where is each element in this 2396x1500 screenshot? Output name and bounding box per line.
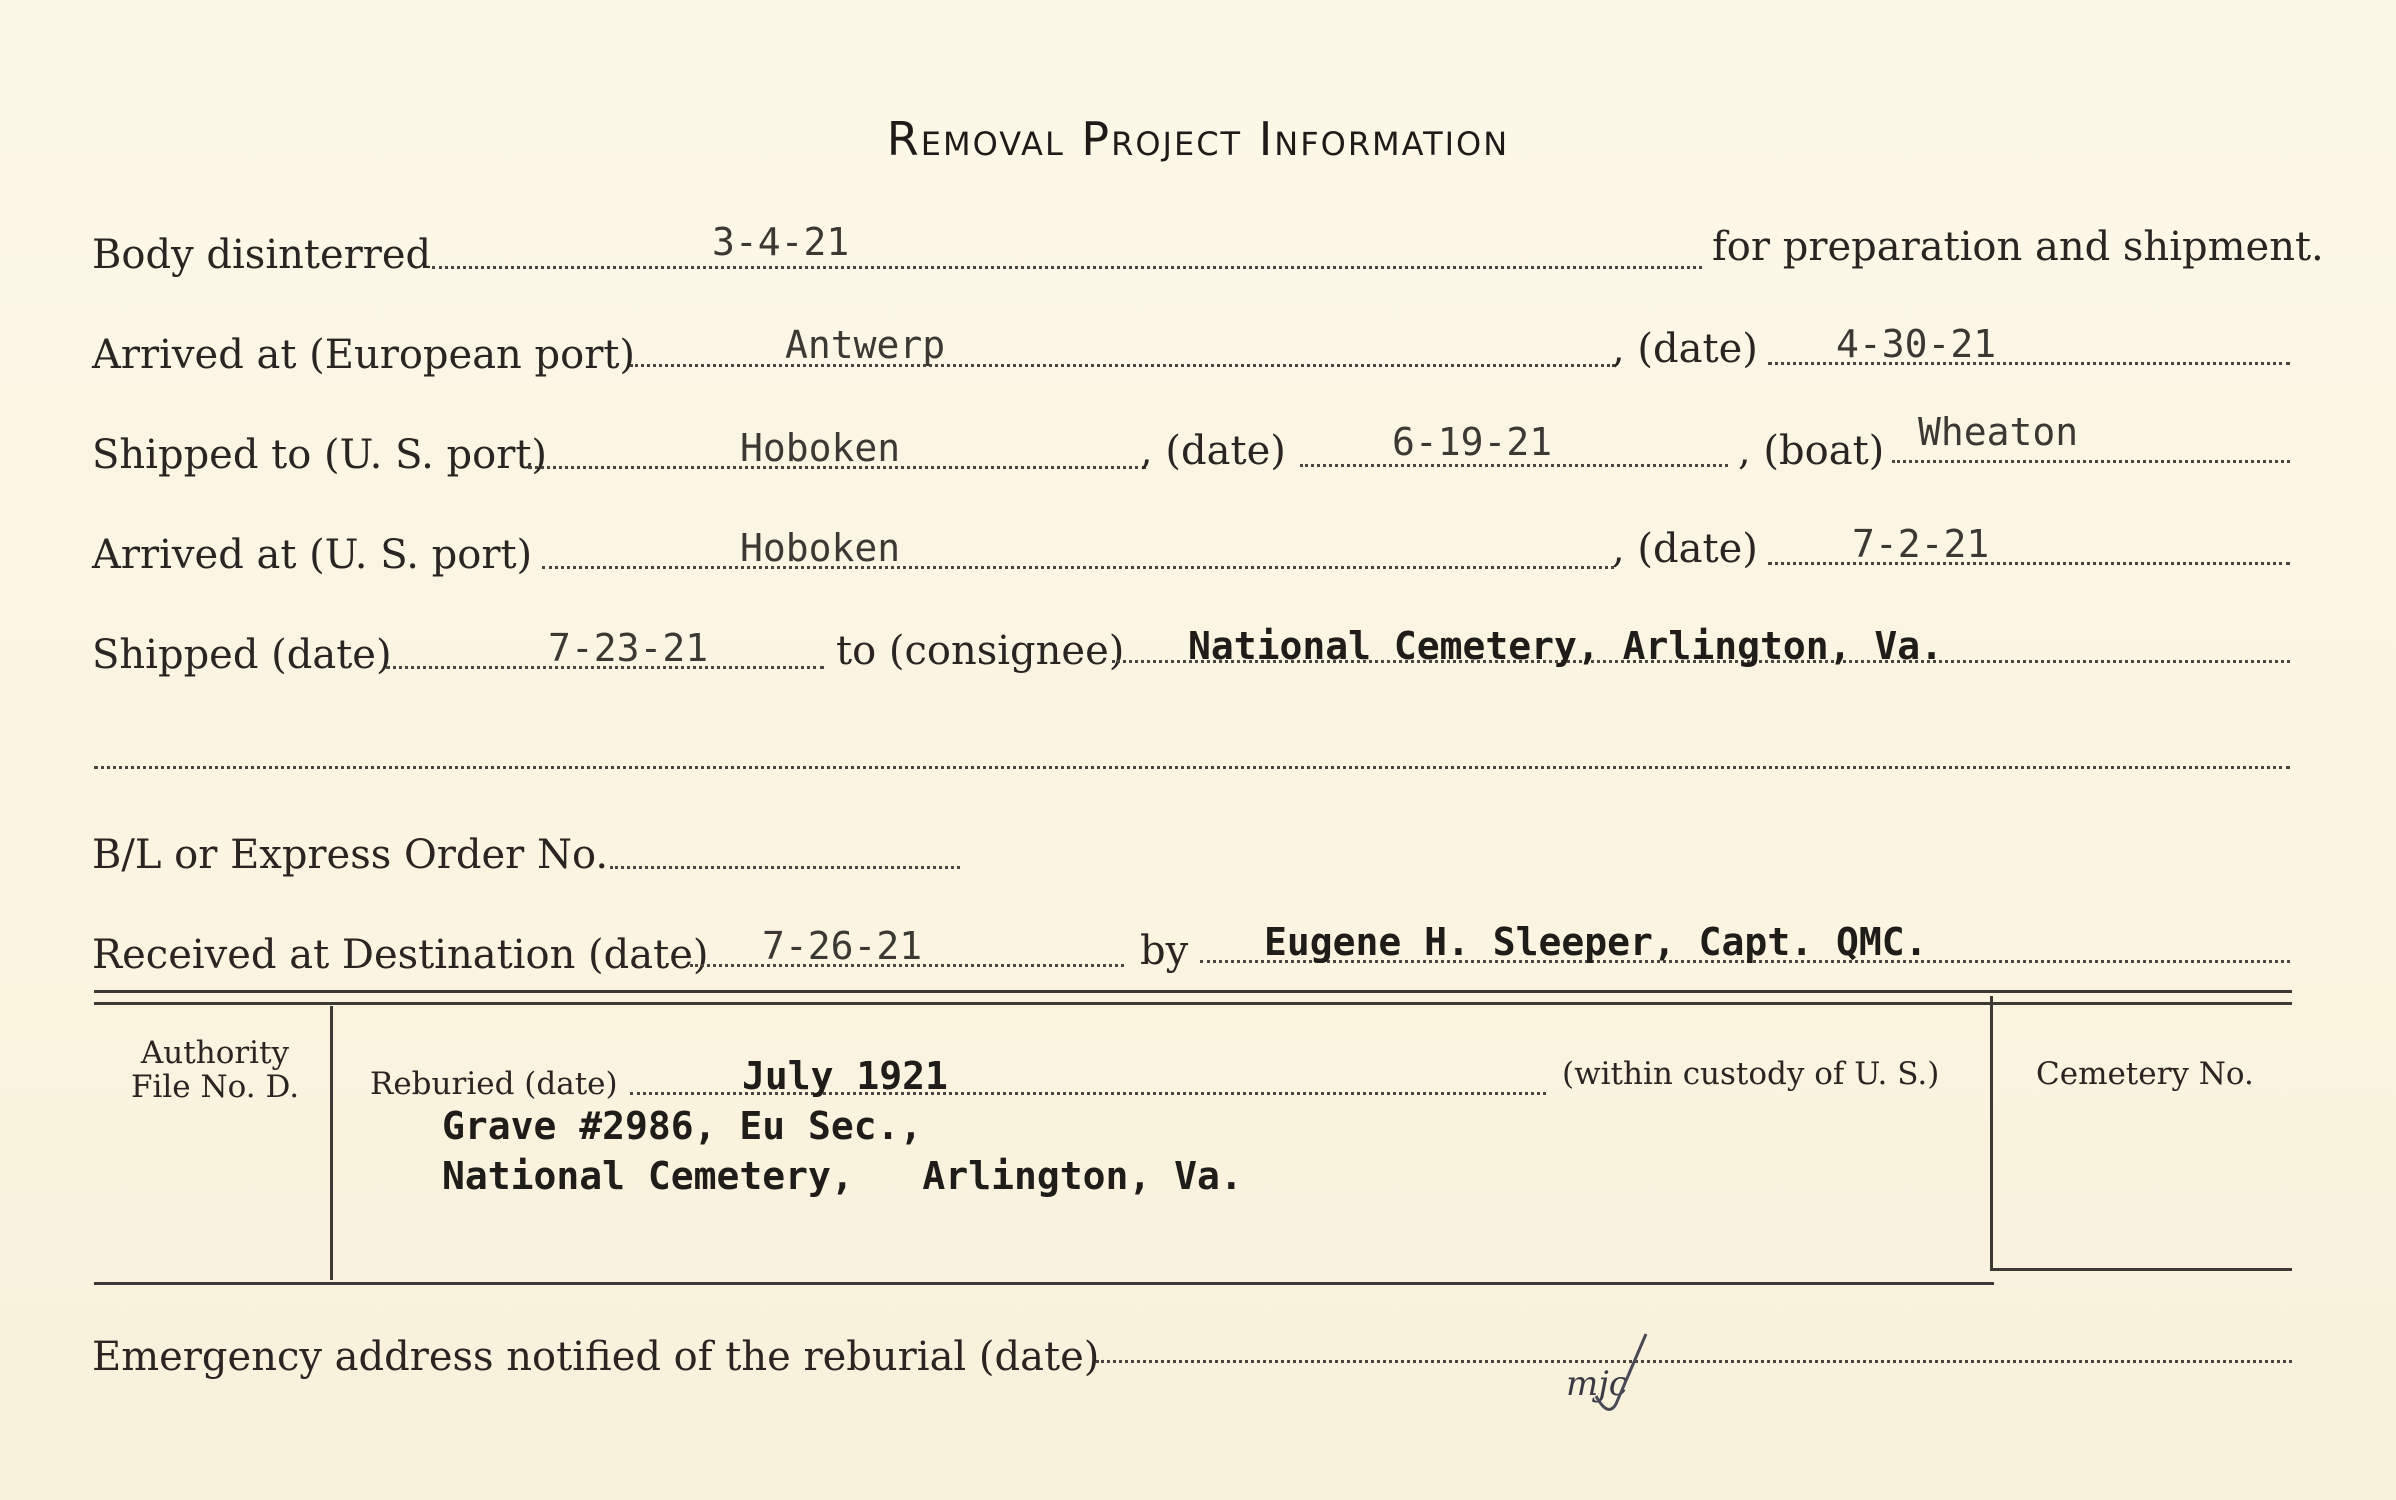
boat-value: Wheaton [1918, 410, 2079, 454]
authority-file-label [110, 1036, 320, 1104]
reburied-label: Reburied (date) [370, 1066, 618, 1102]
us-port-label: Arrived at (U. S. port) [92, 532, 533, 578]
emergency-line [1096, 1360, 2292, 1363]
box-top-rule-inner [94, 1002, 2292, 1005]
shipped-to-date-line [1300, 464, 1728, 467]
received-date-value: 7-26-21 [762, 924, 923, 968]
box-top-rule [94, 990, 2292, 993]
custody-label: (within custody of U. S.) [1562, 1056, 1940, 1092]
bl-order-line [610, 866, 960, 869]
received-by-value: Eugene H. Sleeper, Capt. QMC. [1264, 920, 1928, 964]
shipped-to-value: Hoboken [740, 426, 901, 470]
grave-line-1: Grave #2986, Eu Sec., [442, 1104, 923, 1148]
reburied-date: July 1921 [742, 1054, 948, 1098]
blank-line [94, 766, 2290, 769]
boat-label: , (boat) [1738, 428, 1885, 474]
bl-order-label: B/L or Express Order No. [92, 832, 609, 878]
us-port-value: Hoboken [740, 526, 901, 570]
box-bottom-rule [94, 1282, 1994, 1285]
us-port-date-label: , (date) [1612, 526, 1758, 572]
body-disinterred-suffix: for preparation and shipment. [1712, 224, 2324, 270]
card-title: Removal Project Information [886, 112, 1510, 166]
shipped-to-date: 6-19-21 [1392, 420, 1553, 464]
received-by-label: by [1140, 928, 1189, 974]
european-port-date-label: , (date) [1612, 326, 1758, 372]
cemetery-no-label: Cemetery No. [2036, 1056, 2254, 1092]
emergency-label: Emergency address notified of the reburial (date) [92, 1334, 1100, 1380]
box-divider-left [330, 1006, 333, 1280]
shipped-to-label: Shipped to (U. S. port) [92, 432, 547, 478]
received-label: Received at Destination (date) [92, 932, 709, 978]
body-disinterred-line [432, 266, 1702, 269]
box-right-bottom-rule [1990, 1268, 2292, 1271]
clerk-initials: mjc [1566, 1364, 1628, 1404]
consignee-value: National Cemetery, Arlington, Va. [1188, 624, 1943, 668]
european-port-line [630, 364, 1615, 367]
authority-label: Authority [140, 1035, 290, 1071]
body-disinterred-label: Body disinterred [92, 232, 432, 278]
us-port-line [542, 566, 1614, 569]
us-port-date: 7-2-21 [1852, 522, 1990, 566]
consignee-label: to (consignee) [836, 628, 1125, 674]
shipped-date-value: 7-23-21 [548, 626, 709, 670]
us-port-date-line [1768, 562, 2290, 565]
box-divider-right [1990, 996, 1993, 1268]
boat-line [1892, 460, 2290, 463]
file-no-label: File No. D. [130, 1069, 300, 1105]
shipped-date-label: Shipped (date) [92, 632, 392, 678]
grave-line-2: National Cemetery, Arlington, Va. [442, 1154, 1243, 1198]
european-port-date: 4-30-21 [1836, 322, 1997, 366]
european-port-value: Antwerp [785, 323, 946, 367]
shipped-to-date-label: , (date) [1140, 428, 1286, 474]
body-disinterred-value: 3-4-21 [712, 220, 850, 264]
check-mark-icon [1586, 1326, 1656, 1422]
european-port-label: Arrived at (European port) [92, 332, 636, 378]
